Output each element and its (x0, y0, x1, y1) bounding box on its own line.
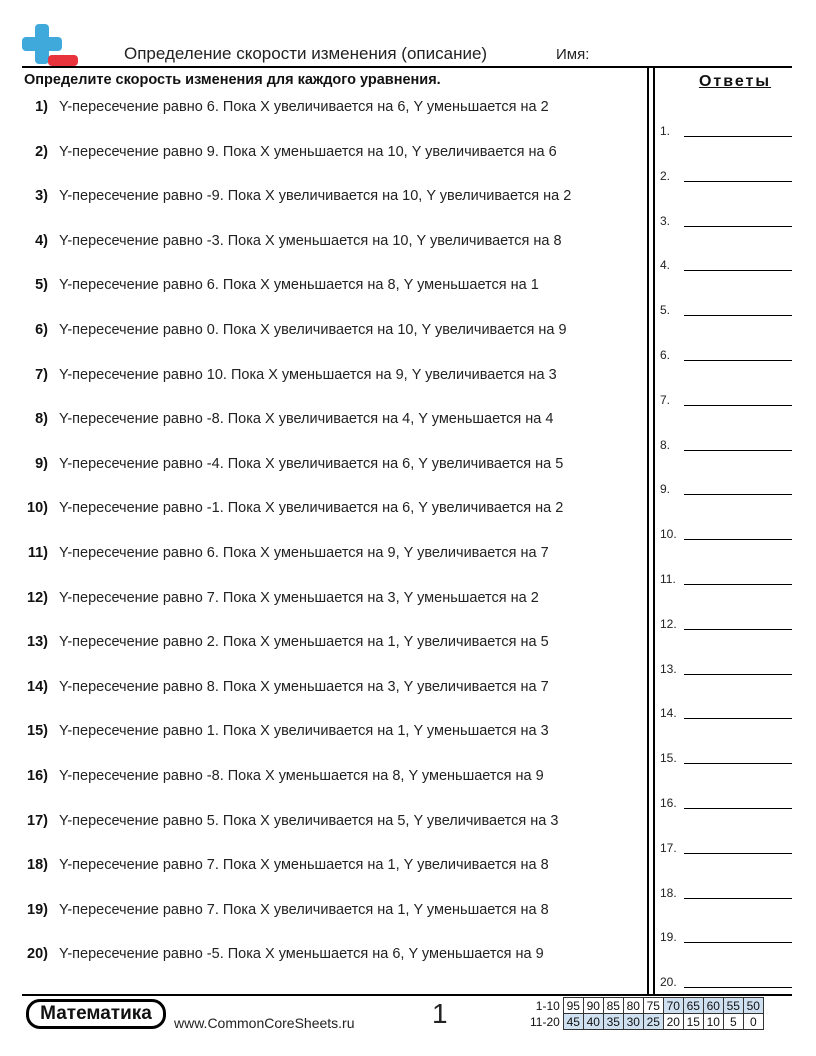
score-cell: 5 (723, 1014, 743, 1030)
question-number: 17) (27, 812, 48, 829)
name-label: Имя: (556, 46, 590, 63)
answer-item (660, 615, 795, 635)
answer-item (660, 167, 795, 187)
score-cell: 50 (743, 998, 763, 1014)
score-cell: 75 (643, 998, 663, 1014)
question-text: Y-пересечение равно 6. Пока X уменьшается на 8, Y уменьшается на 1 (59, 277, 539, 294)
answer-item (660, 704, 795, 724)
answer-blank[interactable] (684, 136, 792, 137)
answer-number: 6. (660, 348, 671, 362)
answer-blank[interactable] (684, 226, 792, 227)
question-text: Y-пересечение равно -9. Пока X увеличивается на 10, Y увеличивается на 2 (59, 188, 572, 205)
footer-divider (22, 994, 792, 996)
instructions: Определите скорость изменения для каждого уравнения. (24, 72, 441, 88)
answer-item (660, 301, 795, 321)
score-cell: 95 (563, 998, 583, 1014)
answer-number: 4. (660, 258, 671, 273)
answer-item (660, 436, 795, 456)
question-number: 8) (35, 411, 48, 428)
answer-number: 8. (660, 437, 671, 452)
question-item (0, 634, 640, 656)
answer-item (660, 256, 795, 276)
question-number: 1) (35, 99, 48, 115)
question-number: 20) (27, 946, 48, 963)
question-item (0, 813, 640, 835)
answer-blank[interactable] (684, 405, 792, 406)
answer-item (660, 928, 795, 948)
question-item (0, 723, 640, 745)
answer-item (660, 480, 795, 500)
score-cell: 85 (603, 998, 623, 1014)
question-text: Y-пересечение равно 7. Пока X увеличивается на 1, Y уменьшается на 8 (59, 901, 549, 918)
answer-blank[interactable] (684, 987, 792, 988)
question-text: Y-пересечение равно -5. Пока X уменьшается на 6, Y уменьшается на 9 (59, 946, 544, 963)
question-number: 6) (35, 322, 48, 338)
question-item (0, 946, 640, 968)
question-item (0, 500, 640, 522)
score-cell: 10 (703, 1014, 723, 1030)
answer-item (660, 122, 795, 142)
score-cell: 80 (623, 998, 643, 1014)
question-item (0, 857, 640, 879)
answer-number: 5. (660, 303, 671, 318)
score-cell: 65 (683, 998, 703, 1014)
question-number: 4) (35, 232, 48, 249)
score-cell: 55 (723, 998, 743, 1014)
answer-item (660, 973, 795, 993)
answer-blank[interactable] (684, 360, 792, 361)
answer-blank[interactable] (684, 808, 792, 809)
question-number: 15) (27, 723, 48, 740)
question-number: 18) (27, 857, 48, 874)
answer-number: 1. (660, 124, 671, 138)
question-text: Y-пересечение равно 6. Пока X увеличивается на 6, Y уменьшается на 2 (59, 99, 549, 115)
question-number: 19) (27, 901, 48, 918)
answer-number: 9. (660, 482, 671, 497)
question-number: 11) (27, 545, 48, 561)
answer-blank[interactable] (684, 898, 792, 899)
question-text: Y-пересечение равно 2. Пока X уменьшается на 1, Y увеличивается на 5 (59, 634, 549, 651)
question-text: Y-пересечение равно -4. Пока X увеличивается на 6, Y увеличивается на 5 (59, 455, 564, 472)
answer-blank[interactable] (684, 718, 792, 719)
question-text: Y-пересечение равно 10. Пока X уменьшается на 9, Y увеличивается на 3 (59, 366, 557, 383)
answer-item (660, 794, 795, 814)
answer-blank[interactable] (684, 584, 792, 585)
question-item (0, 411, 640, 433)
question-text: Y-пересечение равно 7. Пока X уменьшается на 3, Y уменьшается на 2 (59, 589, 539, 606)
answer-blank[interactable] (684, 853, 792, 854)
score-cell: 70 (663, 998, 683, 1014)
question-item (0, 545, 640, 567)
column-divider (653, 66, 655, 994)
question-text: Y-пересечение равно 0. Пока X увеличивается на 10, Y увеличивается на 9 (59, 322, 567, 338)
answer-item (660, 749, 795, 769)
answer-item (660, 570, 795, 590)
question-number: 13) (27, 634, 48, 651)
score-cell: 15 (683, 1014, 703, 1030)
score-cell: 25 (643, 1014, 663, 1030)
answer-blank[interactable] (684, 629, 792, 630)
answer-number: 17. (660, 840, 677, 855)
score-row (528, 1014, 763, 1030)
question-item (0, 902, 640, 924)
score-cell: 0 (743, 1014, 763, 1030)
answer-item (660, 884, 795, 904)
question-text: Y-пересечение равно 8. Пока X уменьшается на 3, Y увеличивается на 7 (59, 678, 549, 695)
question-text: Y-пересечение равно -8. Пока X уменьшается на 8, Y уменьшается на 9 (59, 768, 544, 784)
question-text: Y-пересечение равно -1. Пока X увеличивается на 6, Y увеличивается на 2 (59, 500, 564, 517)
answer-number: 10. (660, 527, 677, 542)
answer-item (660, 660, 795, 680)
score-cell: 45 (563, 1014, 583, 1030)
question-item (0, 99, 640, 121)
score-range-label: 1-10 (535, 998, 560, 1013)
question-item (0, 277, 640, 299)
question-number: 3) (35, 188, 48, 205)
answer-blank[interactable] (684, 763, 792, 764)
question-item (0, 367, 640, 389)
answer-number: 11. (660, 572, 676, 586)
question-text: Y-пересечение равно -3. Пока X уменьшается на 10, Y увеличивается на 8 (59, 232, 562, 249)
question-text: Y-пересечение равно 5. Пока X увеличивается на 5, Y увеличивается на 3 (59, 812, 559, 829)
site-url: www.CommonCoreSheets.ru (174, 1015, 355, 1031)
question-item (0, 590, 640, 612)
answer-number: 7. (660, 392, 671, 407)
answer-number: 20. (660, 975, 677, 990)
answer-item (660, 391, 795, 411)
question-item (0, 768, 640, 790)
answer-blank[interactable] (684, 674, 792, 675)
answer-number: 15. (660, 751, 677, 766)
question-number: 16) (27, 768, 48, 784)
brand-badge: Математика (26, 999, 166, 1029)
question-number: 5) (35, 277, 48, 294)
answer-number: 19. (660, 930, 677, 945)
answer-number: 16. (660, 796, 677, 810)
answer-blank[interactable] (684, 270, 792, 271)
header-divider (22, 66, 792, 68)
plus-minus-icon (22, 22, 80, 70)
question-item (0, 456, 640, 478)
answer-number: 2. (660, 168, 671, 183)
answer-blank[interactable] (684, 181, 792, 182)
question-number: 14) (27, 678, 48, 695)
page-number: 1 (432, 998, 448, 1029)
score-range-label: 11-20 (530, 1014, 560, 1029)
question-text: Y-пересечение равно 9. Пока X уменьшается на 10, Y увеличивается на 6 (59, 143, 557, 160)
answer-number: 18. (660, 885, 677, 900)
question-item (0, 322, 640, 344)
score-cell: 35 (603, 1014, 623, 1030)
score-cell: 60 (703, 998, 723, 1014)
answer-blank[interactable] (684, 942, 792, 943)
question-number: 9) (35, 455, 48, 472)
score-cell: 90 (583, 998, 603, 1014)
answer-blank[interactable] (684, 315, 792, 316)
question-number: 2) (35, 143, 48, 160)
answer-number: 14. (660, 706, 677, 721)
score-row (528, 998, 763, 1014)
answer-blank[interactable] (684, 539, 792, 540)
answer-item (660, 525, 795, 545)
answers-title: Ответы (698, 73, 772, 90)
question-text: Y-пересечение равно -8. Пока X увеличивается на 4, Y уменьшается на 4 (59, 411, 554, 428)
question-item (0, 233, 640, 255)
answer-item (660, 346, 795, 366)
question-text: Y-пересечение равно 6. Пока X уменьшается на 9, Y увеличивается на 7 (59, 545, 549, 561)
score-cell: 20 (663, 1014, 683, 1030)
answer-number: 12. (660, 616, 677, 631)
question-item (0, 679, 640, 701)
question-number: 10) (27, 500, 48, 517)
question-number: 12) (27, 589, 48, 606)
question-text: Y-пересечение равно 1. Пока X увеличивается на 1, Y уменьшается на 3 (59, 723, 549, 740)
column-divider (647, 66, 649, 994)
question-item (0, 188, 640, 210)
question-text: Y-пересечение равно 7. Пока X уменьшается на 1, Y увеличивается на 8 (59, 857, 549, 874)
question-item (0, 144, 640, 166)
answer-blank[interactable] (684, 494, 792, 495)
score-cell: 40 (583, 1014, 603, 1030)
answer-item (660, 839, 795, 859)
answer-item (660, 212, 795, 232)
answer-blank[interactable] (684, 450, 792, 451)
answer-number: 3. (660, 213, 671, 228)
score-table (528, 997, 764, 1030)
answer-number: 13. (660, 661, 677, 676)
page-title: Определение скорости изменения (описание) (124, 44, 488, 63)
question-number: 7) (35, 366, 48, 383)
score-cell: 30 (623, 1014, 643, 1030)
